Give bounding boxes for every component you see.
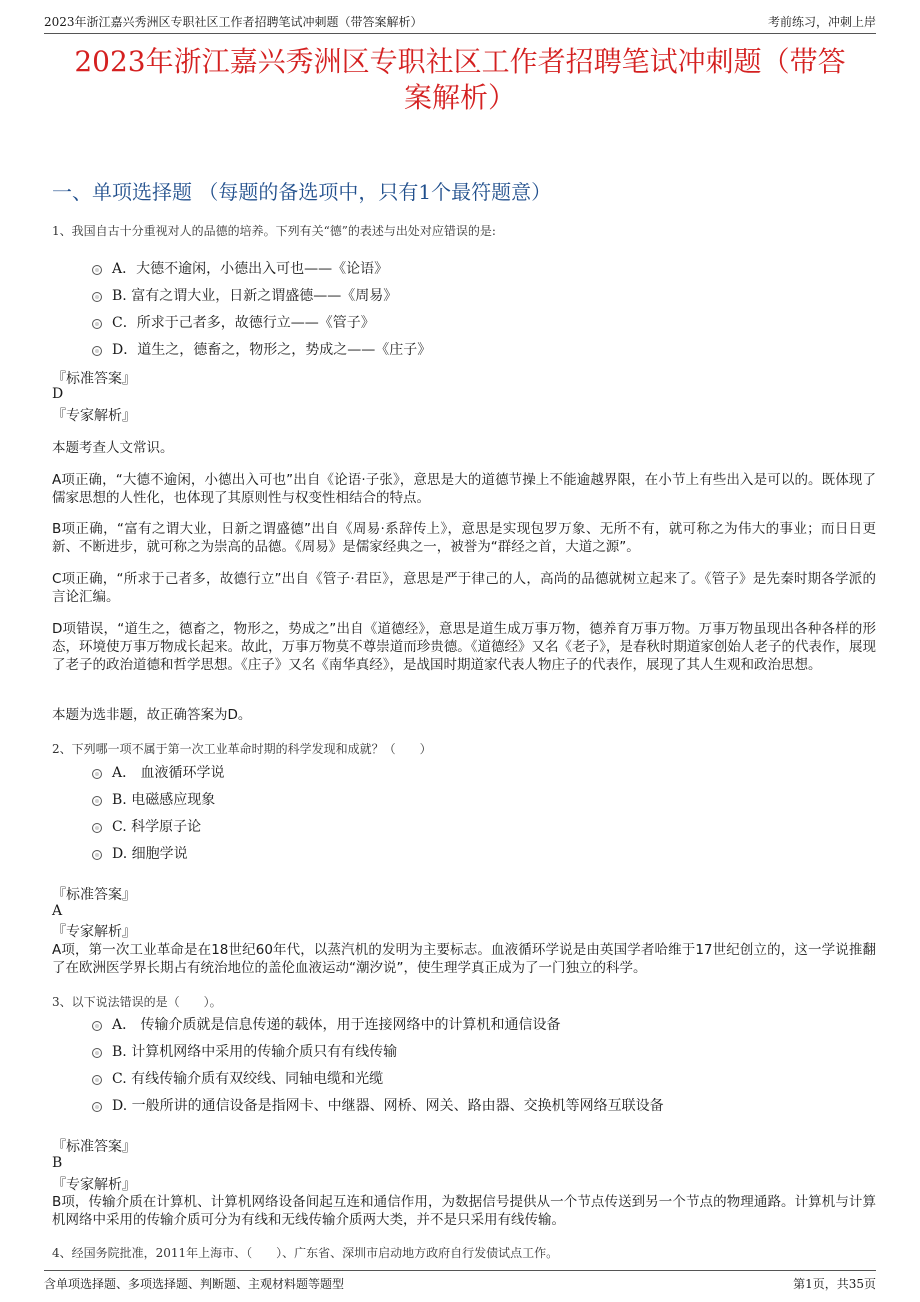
radio-icon[interactable] [92, 796, 102, 806]
page-header [44, 8, 876, 34]
answer-value: A [52, 903, 63, 919]
q1-analysis-b: B项正确，“富有之谓大业，日新之谓盛德”出自《周易·系辞传上》，意思是实现包罗万象、无所不有，就可称之为伟大的事业；而日日更新、不断进步，就可称之为崇高的品德。《周易》是儒家经典之一，被誉为“群经之首，大道之源”。 [52, 521, 876, 555]
answer-label: 『标准答案』 [52, 887, 136, 903]
answer-value: D [52, 386, 64, 402]
answer-value: B [52, 1155, 63, 1171]
q1-option-a[interactable]: A．大德不逾闲，小德出入可也——《论语》 [92, 258, 388, 278]
header-slogan: 考前练习，冲刺上岸 [767, 15, 876, 29]
radio-icon[interactable] [92, 1021, 102, 1031]
section-heading: 一、单项选择题 （每题的备选项中，只有1个最符题意） [52, 180, 552, 204]
radio-icon[interactable] [92, 292, 102, 302]
q3-option-d[interactable]: D. 一般所讲的通信设备是指网卡、中继器、网桥、网关、路由器、交换机等网络互联设备 [92, 1095, 664, 1115]
page-number: 第1页，共35页 [793, 1276, 876, 1291]
radio-icon[interactable] [92, 769, 102, 779]
radio-icon[interactable] [92, 1048, 102, 1058]
q1-option-d[interactable]: D．道生之，德畜之，物形之，势成之——《庄子》 [92, 339, 431, 359]
q1-analysis-conclusion: 本题为选非题，故正确答案为D。 [52, 707, 252, 723]
q3-option-c[interactable]: C. 有线传输介质有双绞线、同轴电缆和光缆 [92, 1068, 383, 1088]
question-4-stem: 4、经国务院批准，2011年上海市、（ ）、广东省、深圳市启动地方政府自行发债试点工作。 [52, 1246, 559, 1260]
q1-option-c[interactable]: C．所求于己者多，故德行立——《管子》 [92, 312, 375, 332]
title-line-1: 2023年浙江嘉兴秀洲区专职社区工作者招聘笔试冲刺题（带答 [74, 45, 846, 78]
q1-analysis-c: C项正确，“所求于己者多，故德行立”出自《管子·君臣》，意思是严于律己的人，高尚的品德就树立起来了。《管子》是先秦时期各学派的言论汇编。 [52, 571, 876, 605]
q1-analysis-intro: 本题考查人文常识。 [52, 440, 174, 456]
q2-option-a[interactable]: A． 血液循环学说 [92, 762, 225, 782]
answer-label: 『标准答案』 [52, 371, 136, 387]
header-title: 2023年浙江嘉兴秀洲区专职社区工作者招聘笔试冲刺题（带答案解析） [44, 15, 423, 29]
radio-icon[interactable] [92, 1102, 102, 1112]
q1-option-b[interactable]: B. 富有之谓大业，日新之谓盛德——《周易》 [92, 285, 397, 305]
q2-option-c[interactable]: C. 科学原子论 [92, 816, 201, 836]
q1-analysis-d: D项错误，“道生之，德畜之，物形之，势成之”出自《道德经》，意思是道生成万事万物，德养育万事万物。万事万物虽现出各种各样的形态，环境使万事万物成长起来。故此，万事万物莫不尊崇道而珍贵德。《道德经》又名《老子》，是春秋时期道家创始人老子的代表作，展现了老子的政治道德和哲学思想。《庄子》又名《南华真经》，是战国时期道家代表人物庄子的代表作，展现了其人生观和政治思想。 [52, 621, 876, 673]
analysis-label: 『专家解析』 [52, 408, 136, 424]
q2-option-d[interactable]: D. 细胞学说 [92, 843, 188, 863]
question-2-stem: 2、下列哪一项不属于第一次工业革命时期的科学发现和成就？（ ） [52, 742, 432, 756]
radio-icon[interactable] [92, 319, 102, 329]
q3-option-b[interactable]: B. 计算机网络中采用的传输介质只有有线传输 [92, 1041, 397, 1061]
question-1-stem: 1、我国自古十分重视对人的品德的培养。下列有关“德”的表述与出处对应错误的是: [52, 224, 496, 238]
q1-analysis-a: A项正确，“大德不逾闲，小德出入可也”出自《论语·子张》，意思是大的道德节操上不能逾越界限，在小节上有些出入是可以的。既体现了儒家思想的人性化，也体现了其原则性与权变性相结合的特点。 [52, 472, 876, 506]
document-title [40, 44, 880, 116]
question-3-stem: 3、以下说法错误的是（ ）。 [52, 995, 222, 1009]
analysis-label: 『专家解析』 [52, 924, 136, 940]
title-line-2: 案解析） [403, 81, 516, 114]
q3-option-a[interactable]: A． 传输介质就是信息传递的载体，用于连接网络中的计算机和通信设备 [92, 1014, 561, 1034]
radio-icon[interactable] [92, 1075, 102, 1085]
q2-analysis: A项，第一次工业革命是在18世纪60年代，以蒸汽机的发明为主要标志。血液循环学说是由英国学者哈维于17世纪创立的，这一学说推翻了在欧洲医学界长期占有统治地位的盖伦血液运动“潮汐说”，使生理学真正成为了一门独立的科学。 [52, 942, 876, 976]
radio-icon[interactable] [92, 265, 102, 275]
footer-question-types: 含单项选择题、多项选择题、判断题、主观材料题等题型 [44, 1276, 345, 1291]
radio-icon[interactable] [92, 823, 102, 833]
answer-label: 『标准答案』 [52, 1139, 136, 1155]
q3-analysis: B项，传输介质在计算机、计算机网络设备间起互连和通信作用，为数据信号提供从一个节点传送到另一个节点的物理通路。计算机与计算机网络中采用的传输介质可分为有线和无线传输介质两大类，并不是只采用有线传输。 [52, 1194, 876, 1228]
radio-icon[interactable] [92, 346, 102, 356]
page-footer [44, 1270, 876, 1295]
radio-icon[interactable] [92, 850, 102, 860]
q2-option-b[interactable]: B. 电磁感应现象 [92, 789, 215, 809]
analysis-label: 『专家解析』 [52, 1177, 136, 1193]
